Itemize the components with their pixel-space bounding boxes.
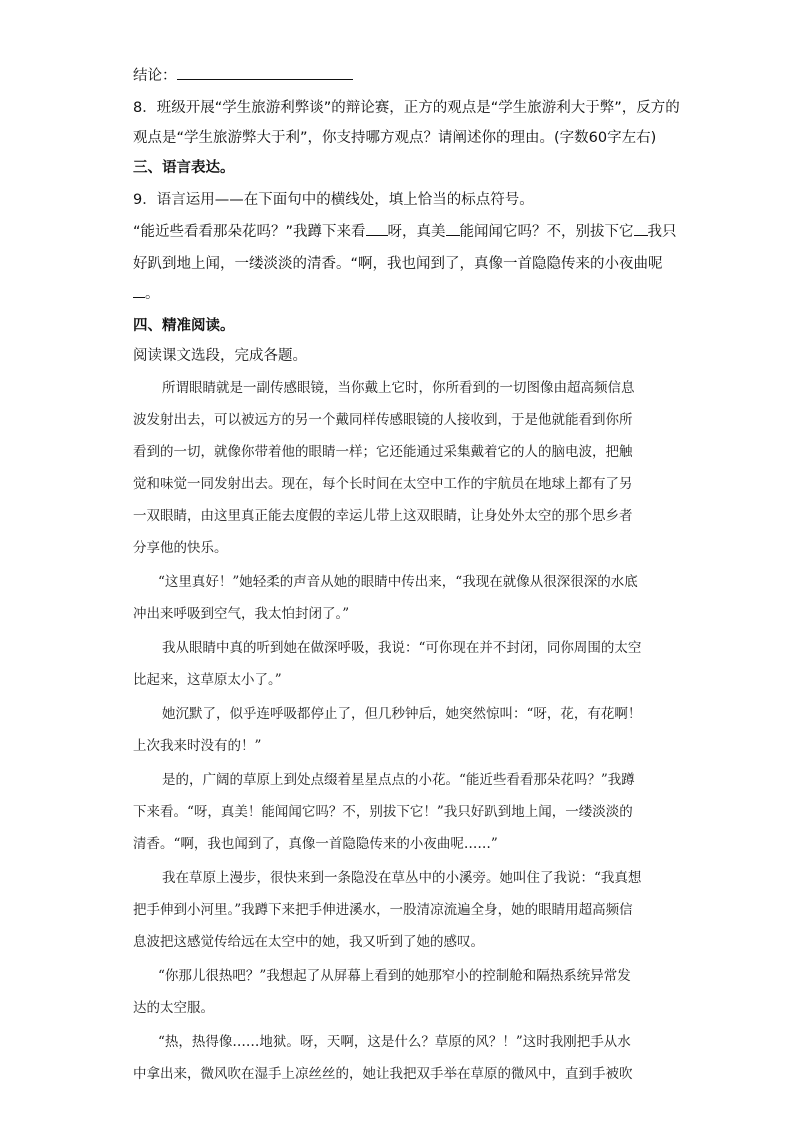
passage-p4-line-2: 上次我来时没有的！”: [133, 738, 262, 754]
q8-line-2: 观点是“学生旅游弊大于利”，你支持哪方观点？请阐述你的理由。(字数60字左右): [133, 130, 657, 146]
conclusion-blank[interactable]: [177, 79, 353, 80]
passage-p1-line-3: 看到的一切，就像你带着他的眼睛一样；它还能通过采集戴着它的人的脑电波，把触: [133, 444, 633, 460]
passage-p1-line-5: 一双眼睛，由这里真正能去度假的幸运儿带上这双眼睛，让身处外太空的那个思乡者: [133, 508, 633, 524]
passage-p6-line-2: 把手伸到小河里。”我蹲下来把手伸进溪水，一股清凉流遍全身，她的眼睛用超高频信: [133, 902, 633, 918]
passage-p1-line-6: 分享他的快乐。: [133, 540, 228, 556]
q9-blank-4[interactable]: [133, 297, 145, 298]
passage-p6-line-1: 我在草原上漫步，很快来到一条隐没在草丛中的小溪旁。她叫住了我说：“我真想: [162, 870, 642, 886]
q8-line-1: 8．班级开展“学生旅游利弊谈”的辩论赛，正方的观点是“学生旅游利大于弊”，反方的: [133, 100, 680, 116]
passage-p6-line-3: 息波把这感觉传给远在太空中的她，我又听到了她的感叹。: [133, 934, 484, 950]
q9-text-a: “能近些看看那朵花吗？”我蹲下来看: [133, 224, 366, 240]
passage-p1-line-1: 所谓眼睛就是一副传感眼镜，当你戴上它时，你所看到的一切图像由超高频信息: [162, 380, 635, 396]
passage-p3-line-1: 我从眼睛中真的听到她在做深呼吸，我说：“可你现在并不封闭，同你周围的太空: [162, 640, 642, 656]
q9-line-3: 好趴到地上闻，一缕淡淡的清香。“啊，我也闻到了，真像一首隐隐传来的小夜曲呢: [133, 256, 663, 272]
q9-line-2: [133, 222, 677, 242]
passage-p1-line-2: 波发射出去，可以被远方的另一个戴同样传感眼镜的人接收到，于是他就能看到你所: [133, 412, 633, 428]
section-4-title: 四、精准阅读。: [133, 318, 235, 334]
section-3-title: 三、语言表达。: [133, 160, 235, 176]
q9-blank-2[interactable]: [446, 235, 460, 236]
passage-p8-line-2: 中拿出来，微风吹在湿手上凉丝丝的，她让我把双手举在草原的微风中，直到手被吹: [133, 1066, 633, 1082]
q9-text-b: 呀，真美: [387, 224, 446, 240]
q9-end-mark: 。: [145, 286, 160, 302]
q9-blank-3[interactable]: [634, 235, 648, 236]
conclusion-line: [133, 66, 353, 86]
q9-blank-1[interactable]: [366, 235, 388, 236]
q9-text-c: 能闻闻它吗？不，别拔下它: [459, 224, 634, 240]
q9-text-d: 我只: [647, 224, 677, 240]
passage-p5-line-3: 清香。“啊，我也闻到了，真像一首隐隐传来的小夜曲呢……”: [133, 836, 498, 852]
conclusion-label: 结论：: [133, 68, 177, 84]
passage-p7-line-2: 达的太空服。: [133, 1000, 214, 1016]
passage-p3-line-2: 比起来，这草原太小了。”: [133, 672, 282, 688]
passage-p7-line-1: “你那儿很热吧？”我想起了从屏幕上看到的她那窄小的控制舱和隔热系统异常发: [158, 968, 631, 984]
passage-p4-line-1: 她沉默了，似乎连呼吸都停止了，但几秒钟后，她突然惊叫：“呀，花，有花啊！: [162, 706, 642, 722]
q9-line-1: 9．语言运用——在下面句中的横线处，填上恰当的标点符号。: [133, 192, 534, 208]
passage-p2-line-2: 冲出来呼吸到空气，我太怕封闭了。”: [133, 606, 350, 622]
passage-p8-line-1: “热，热得像……地狱。呀，天啊，这是什么？草原的风？！”这时我刚把手从水: [158, 1034, 631, 1050]
passage-p2-line-1: “这里真好！”她轻柔的声音从她的眼睛中传出来，“我现在就像从很深很深的水底: [158, 574, 638, 590]
reading-instruction: 阅读课文选段，完成各题。: [133, 348, 307, 364]
passage-p1-line-4: 觉和味觉一同发射出去。现在，每个长时间在太空中工作的宇航员在地球上都有了另: [133, 476, 633, 492]
q9-line-4: [133, 284, 160, 304]
passage-p5-line-2: 下来看。“呀，真美！能闻闻它吗？不，别拔下它！”我只好趴到地上闻，一缕淡淡的: [133, 804, 633, 820]
passage-p5-line-1: 是的，广阔的草原上到处点缀着星星点点的小花。“能近些看看那朵花吗？”我蹲: [162, 772, 635, 788]
